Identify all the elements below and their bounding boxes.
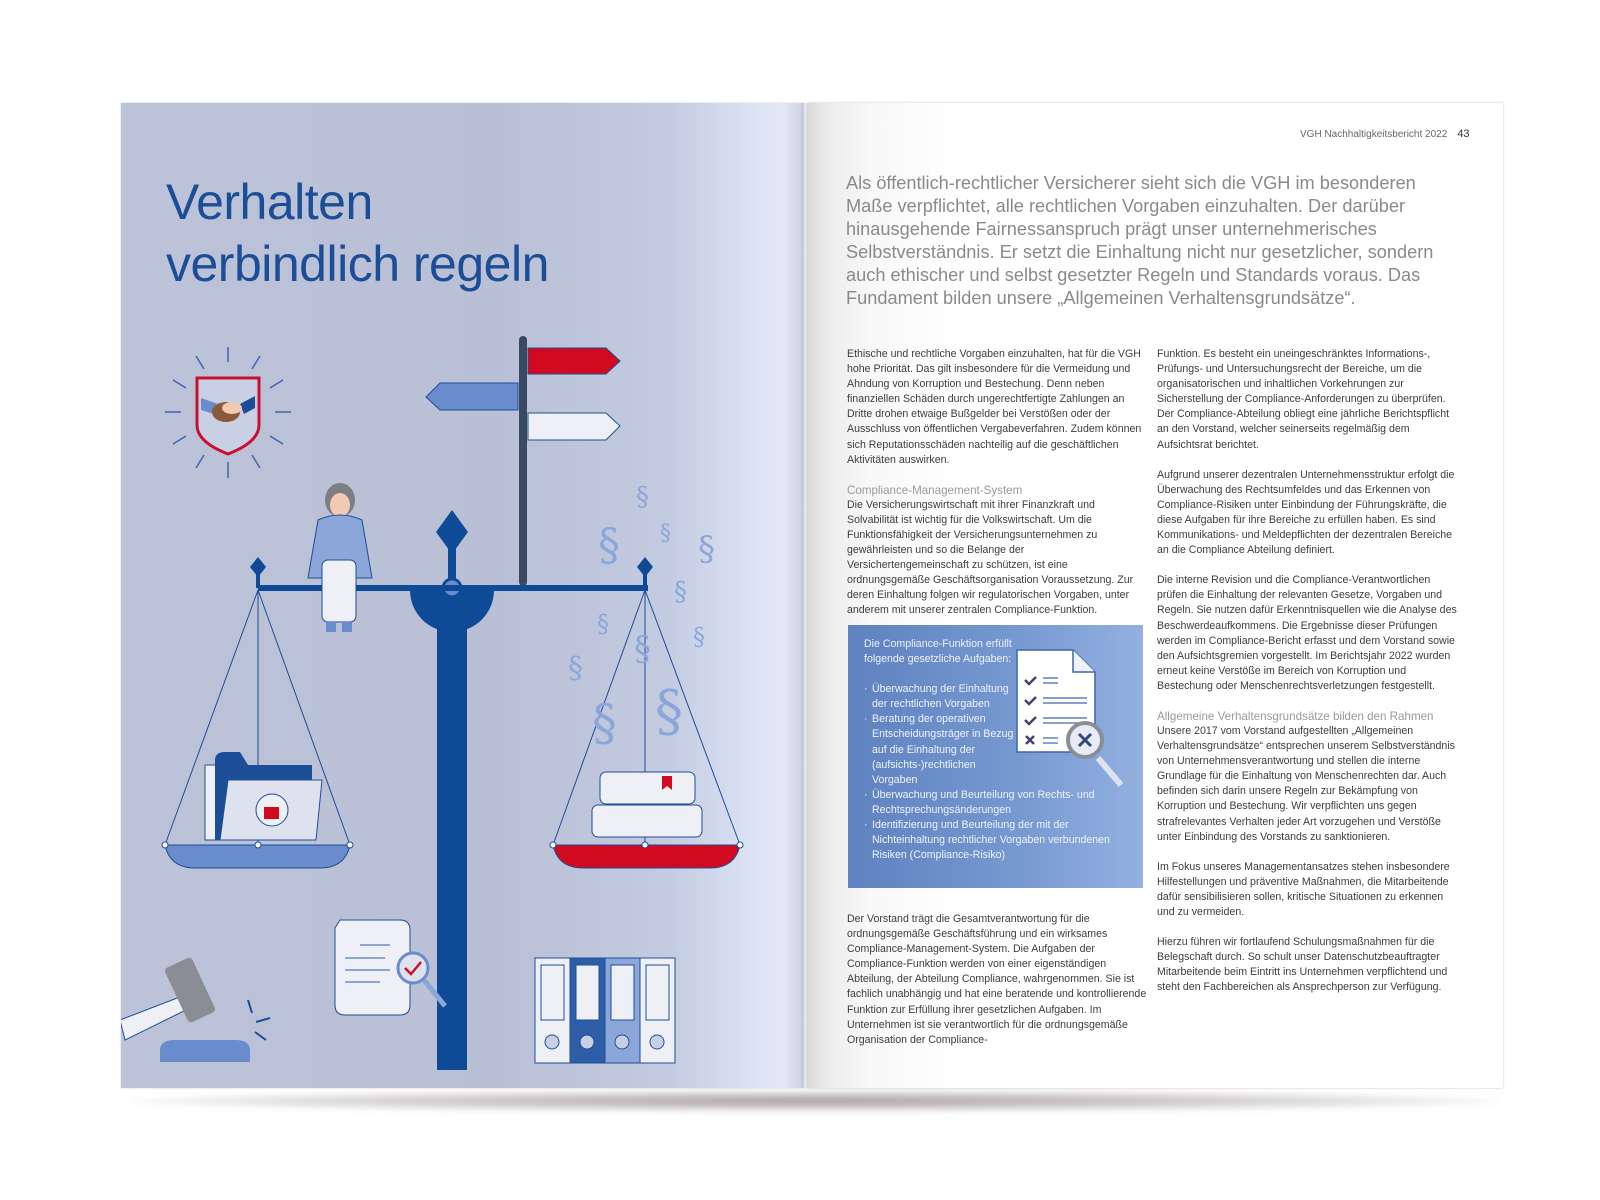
title-line-2: verbindlich regeln bbox=[166, 236, 549, 292]
gavel-icon bbox=[121, 956, 270, 1062]
list-item: · Identifizierung und Beurteilung der mit der Nichteinhaltung rechtlicher Vorgaben verbundenen Risiken (Compliance-Risiko) bbox=[864, 818, 1114, 863]
compliance-infobox bbox=[848, 625, 1143, 888]
page-shadow bbox=[130, 1090, 1500, 1112]
svg-text:§: § bbox=[698, 529, 715, 569]
page-number: 43 bbox=[1457, 128, 1470, 140]
svg-text:§: § bbox=[660, 521, 671, 546]
person-sitting bbox=[308, 483, 372, 632]
text-column-1-continued bbox=[847, 912, 1147, 1063]
report-title: VGH Nachhaltigkeitsbericht 2022 bbox=[1300, 129, 1448, 140]
svg-text:§: § bbox=[655, 679, 683, 744]
text-column-2 bbox=[1157, 347, 1457, 1010]
paragraph: Der Vorstand trägt die Gesamtverantwortung für die ordnungsgemäße Geschäftsführung und ein wirksames Compliance-Management-System. Die Aufgaben der Compliance-Funktion werden von einer eigenständigen Abteilung, der Abteilung Compliance, wahrgenommen. Sie ist fachlich unabhängig und hat eine beratende und kontrollierende Funktion zur Erfüllung ihrer gesetzlichen Aufgaben. Im Unternehmen ist sie verantwortlich für die ordnungsgemäße Organisation der Compliance- bbox=[847, 913, 1147, 1046]
folder-lock-icon bbox=[205, 752, 322, 840]
svg-text:§: § bbox=[597, 610, 609, 638]
book-stack-icon bbox=[592, 772, 702, 837]
svg-text:§: § bbox=[592, 694, 617, 752]
list-item: · Überwachung und Beurteilung von Rechts- und Rechtsprechungsänderungen bbox=[864, 788, 1114, 818]
svg-text:§: § bbox=[636, 482, 649, 512]
subheading: Allgemeine Verhaltensgrundsätze bilden den Rahmen bbox=[1157, 709, 1434, 723]
svg-text:§: § bbox=[598, 520, 620, 571]
lead-paragraph: Als öffentlich-rechtlicher Versicherer sieht sich die VGH im besonderen Maße verpflichtet, alle rechtlichen Vorgaben einzuhalten. Der darüber hinausgehende Fairnessanspruch prägt unser unternehmerisches Selbstverständnis. Er setzt die Einhaltung nicht nur gesetzlicher, sondern auch ethischer und selbst gesetzter Regeln und Standards voraus. Das Fundament bilden unsere „Allgemeinen Verhaltensgrundsätze“. bbox=[846, 173, 1434, 308]
svg-text:§: § bbox=[634, 629, 651, 669]
text-column-1 bbox=[847, 347, 1147, 634]
subheading: Compliance-Management-System bbox=[847, 483, 1023, 497]
svg-text:§: § bbox=[693, 623, 705, 651]
svg-text:§: § bbox=[568, 651, 583, 686]
left-page bbox=[121, 103, 804, 1088]
paragraph-symbols bbox=[568, 482, 715, 752]
document-magnifier-check-icon bbox=[335, 920, 445, 1015]
paragraph: Im Fokus unseres Managementansatzes stehen insbesondere Hilfestellungen und präventive Maßnahmen, die Mitarbeitende dafür sensibilisieren sollen, kritische Situationen zu erkennen und zu vermeiden. bbox=[1157, 860, 1450, 918]
paragraph: Unsere 2017 vom Vorstand aufgestellten „Allgemeinen Verhaltensgrundsätze“ entsprechen unserem Selbstverständnis von Unternehmensverantwortung und stellen die interne Grundlage für die Einhaltung von Menschenrechten dar. Auch befinden sich darin unsere Regeln zur Bekämpfung von Korruption und Bestechung. Wir verpflichten uns gegen strafrelevantes Verhalten jeder Art vorzugehen und Verstöße unter Einbindung des Vorstands zu sanktionieren. bbox=[1157, 724, 1455, 843]
checklist-magnifier-icon bbox=[1013, 640, 1128, 790]
paragraph: Ethische und rechtliche Vorgaben einzuhalten, hat für die VGH hohe Priorität. Das gilt insbesondere für die Vermeidung und Ahndung von Korruption und Bestechung. Denn neben finanziellen Schäden durch ungerechtfertigte Zahlungen an Dritte drohen etwaige Bußgelder bei Verstößen oder der Ausschluss von öffentlichen Vergabeverfahren. Zudem können sich Reputationsschäden nachteilig auf die geschäftlichen Aktivitäten auswirken. bbox=[847, 348, 1142, 466]
compliance-illustration bbox=[121, 103, 804, 1088]
paragraph: Aufgrund unserer dezentralen Unternehmensstruktur erfolgt die Überwachung des Rechtsumfeldes und das Erkennen von Compliance-Risiken unter Einbindung der Führungskräfte, die diese Aufgaben für ihre Bereiche zu erfüllen haben. Es sind Kommunikations- und Meldepflichten der dezentralen Bereiche an die Compliance Abteilung definiert. bbox=[1157, 468, 1455, 557]
svg-text:§: § bbox=[674, 577, 687, 607]
shield-handshake-icon bbox=[165, 347, 291, 478]
binders-icon bbox=[535, 958, 675, 1063]
paragraph: Die interne Revision und die Compliance-Verantwortlichen prüfen die Einhaltung der relevanten Gesetze, Vorgaben und Regeln. Sie nutzen dafür Erkenntnisquellen wie die Analyse des Beschwerdeaufkommens. Die Ergebnisse dieser Prüfungen werden im Compliance-Bericht erfasst und dem Vorstand sowie den Aufsichtsgremien vorgestellt. Im Berichtsjahr 2022 wurden erneut keine Verstöße im Bereich von Korruption und Bestechung oder Menschenrechtsverletzungen festgestellt. bbox=[1157, 574, 1457, 692]
paragraph: Funktion. Es besteht ein uneingeschränktes Informations-, Prüfungs- und Untersuchungsrecht der Bereiche, um die organisatorischen und inhaltlichen Vorkehrungen zur Sicherstellung der Compliance-Anforderungen zu überprüfen. Der Compliance-Abteilung obliegt eine jährliche Berichtspflicht an den Vorstand, welcher seinerseits regelmäßig dem Aufsichtsrat berichtet. bbox=[1157, 348, 1450, 451]
list-item: · Beratung der operativen Entscheidungsträger in Bezug auf die Einhaltung der (aufsichts-)rechtlichen Vorgaben bbox=[864, 712, 1022, 787]
running-head bbox=[1300, 128, 1470, 140]
list-item: · Überwachung der Einhaltung der rechtlichen Vorgaben bbox=[864, 682, 1022, 712]
paragraph: Hierzu führen wir fortlaufend Schulungsmaßnahmen für die Belegschaft durch. So schult unser Datenschutzbeauftragter Mitarbeitende beim Eintritt ins Unternehmen verpflichtend und steht den Fachbereichen als Ansprechperson zur Verfügung. bbox=[1157, 936, 1448, 994]
paragraph: Die Versicherungswirtschaft mit ihrer Finanzkraft und Solvabilität ist wichtig für die Volkswirtschaft. Um die Funktionsfähigkeit der Versicherungsunternehmen zu gewährleisten und so die Belange der Versichertengemeinschaft zu schützen, ist eine ordnungsgemäße Geschäftsorganisation Voraussetzung. Zur deren Einhaltung folgen wir regulatorischen Vorgaben, unter anderem mit unserer zentralen Compliance-Funktion. bbox=[847, 498, 1134, 617]
infobox-intro: Die Compliance-Funktion erfüllt folgende gesetzliche Aufgaben: bbox=[864, 638, 1012, 666]
title-line-1: Verhalten bbox=[166, 174, 373, 230]
